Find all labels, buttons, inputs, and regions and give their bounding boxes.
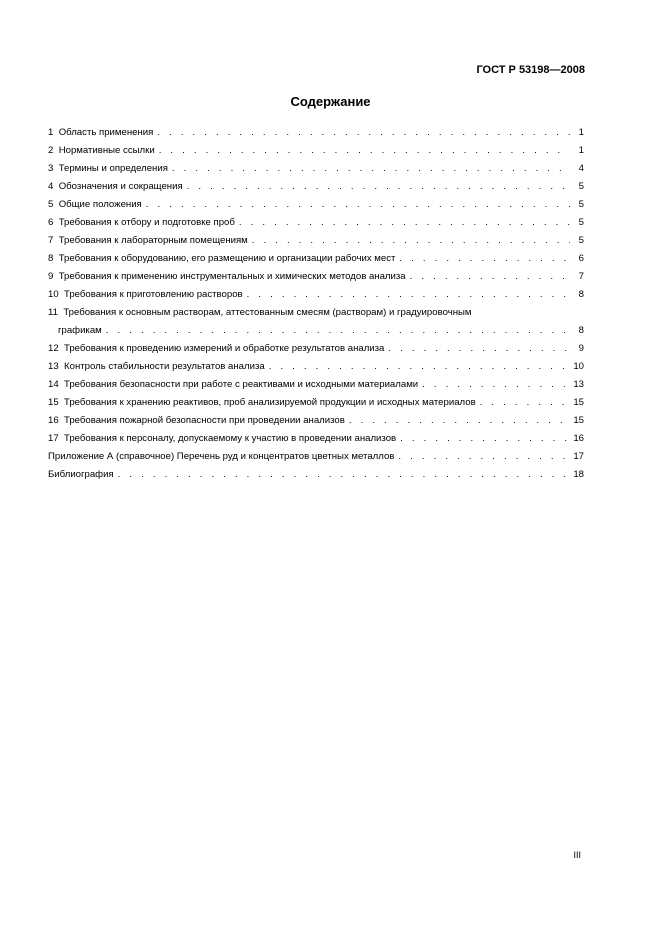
- toc-entry-15[interactable]: [48, 391, 584, 409]
- toc-entry-number: 10: [48, 289, 59, 300]
- page-number: III: [573, 850, 581, 860]
- toc-entry-title: Требования безопасности при работе с реактивами и исходными материалами: [64, 379, 419, 390]
- toc-entry-number: 16: [48, 415, 59, 426]
- leader-dots: [239, 217, 570, 229]
- toc-entry-2[interactable]: [48, 139, 584, 157]
- toc-entry-title: Требования к лабораторным помещениям: [58, 235, 248, 246]
- leader-dots: [252, 235, 570, 247]
- toc-entry-number: 12: [48, 343, 59, 354]
- toc-entry-number: 7: [48, 235, 54, 246]
- toc-entry-4[interactable]: [48, 175, 584, 193]
- toc-entry-3[interactable]: [48, 157, 584, 175]
- toc-entry-11[interactable]: [48, 301, 584, 319]
- leader-dots: [247, 289, 570, 301]
- toc-entry-page: 1: [578, 127, 584, 138]
- toc-entry-10[interactable]: [48, 283, 584, 301]
- leader-dots: [349, 415, 569, 427]
- toc-entry-page: 8: [578, 325, 584, 336]
- leader-dots: [118, 469, 570, 481]
- leader-dots: [106, 325, 570, 337]
- leader-dots: [269, 361, 570, 373]
- toc-entry-page: 15: [573, 397, 584, 408]
- toc-entry-title: Требования к оборудованию, его размещению и организации рабочих мест: [58, 253, 396, 264]
- toc-entry-title: Требования к персоналу, допускаемому к участию в проведении анализов: [64, 433, 397, 444]
- toc-entry-page: 5: [578, 199, 584, 210]
- toc-entry-page: 7: [578, 271, 584, 282]
- toc-entry-12[interactable]: [48, 337, 584, 355]
- toc-entry-number: 14: [48, 379, 59, 390]
- toc-entry-page: 9: [578, 343, 584, 354]
- toc-entry-number: 4: [48, 181, 54, 192]
- toc-entry-page: 13: [573, 379, 584, 390]
- toc-entry-title: Требования к отбору и подготовке проб: [58, 217, 235, 228]
- toc-entry-17[interactable]: [48, 427, 584, 445]
- toc-entry-1[interactable]: [48, 121, 584, 139]
- toc-entry-page: 16: [573, 433, 584, 444]
- toc-entry-title: Обозначения и сокращения: [58, 181, 183, 192]
- toc-entry-page: 1: [578, 145, 584, 156]
- toc-entry-8[interactable]: [48, 247, 584, 265]
- toc-entry-title: Нормативные ссылки: [58, 145, 155, 156]
- toc-entry-5[interactable]: [48, 193, 584, 211]
- toc-entry-title: Требования пожарной безопасности при проведении анализов: [64, 415, 345, 426]
- toc-entry-page: 10: [573, 361, 584, 372]
- toc-entry-title: Общие положения: [58, 199, 142, 210]
- toc-title: Содержание: [290, 94, 371, 109]
- toc-entry-title: Требования к хранению реактивов, проб анализируемой продукции и исходных материалов: [64, 397, 476, 408]
- toc-entry-page: 5: [578, 235, 584, 246]
- toc-entry-number: 17: [48, 433, 59, 444]
- leader-dots: [399, 253, 570, 265]
- leader-dots: [422, 379, 569, 391]
- toc-entry-number: 3: [48, 163, 54, 174]
- toc-entry-page: 5: [578, 181, 584, 192]
- toc-entry-appendix-a[interactable]: [48, 445, 584, 463]
- toc-entry-title: Библиография: [48, 469, 114, 480]
- toc-entry-number: 11: [48, 307, 58, 318]
- toc-entry-title: Приложение А (справочное) Перечень руд и концентратов цветных металлов: [48, 451, 395, 462]
- toc-entry-number: 13: [48, 361, 59, 372]
- leader-dots: [172, 163, 570, 175]
- toc-entry-7[interactable]: [48, 229, 584, 247]
- leader-dots: [159, 145, 570, 157]
- toc-entry-title: Область применения: [58, 127, 154, 138]
- leader-dots: [146, 199, 570, 211]
- toc-entry-page: 6: [578, 253, 584, 264]
- document-code: ГОСТ Р 53198—2008: [476, 64, 585, 76]
- leader-dots: [400, 433, 569, 445]
- toc-entry-13[interactable]: [48, 355, 584, 373]
- table-of-contents: [48, 121, 584, 481]
- leader-dots: [398, 451, 569, 463]
- toc-entry-number: 5: [48, 199, 54, 210]
- leader-dots: [388, 343, 570, 355]
- toc-entry-6[interactable]: [48, 211, 584, 229]
- leader-dots: [157, 127, 570, 139]
- toc-entry-title: Термины и определения: [58, 163, 168, 174]
- toc-entry-page: 15: [573, 415, 584, 426]
- toc-entry-bibliography[interactable]: [48, 463, 584, 481]
- toc-entry-11-continuation[interactable]: [48, 319, 584, 337]
- toc-entry-14[interactable]: [48, 373, 584, 391]
- toc-entry-number: 8: [48, 253, 54, 264]
- toc-entry-page: 18: [573, 469, 584, 480]
- toc-entry-title: Требования к проведению измерений и обработке результатов анализа: [64, 343, 385, 354]
- toc-entry-number: 1: [48, 127, 54, 138]
- toc-entry-page: 4: [578, 163, 584, 174]
- leader-dots: [410, 271, 570, 283]
- toc-entry-title: Контроль стабильности результатов анализа: [64, 361, 265, 372]
- toc-entry-number: 2: [48, 145, 54, 156]
- toc-entry-page: 5: [578, 217, 584, 228]
- toc-entry-9[interactable]: [48, 265, 584, 283]
- toc-entry-page: 17: [573, 451, 584, 462]
- toc-entry-16[interactable]: [48, 409, 584, 427]
- leader-dots: [480, 397, 570, 409]
- toc-entry-title: Требования к приготовлению растворов: [64, 289, 243, 300]
- toc-entry-page: 8: [578, 289, 584, 300]
- toc-entry-title: Требования к основным растворам, аттестованным смесям (растворам) и градуировочным: [63, 307, 472, 318]
- toc-entry-number: 15: [48, 397, 59, 408]
- toc-entry-title: Требования к применению инструментальных и химических методов анализа: [58, 271, 406, 282]
- leader-dots: [187, 181, 570, 193]
- toc-entry-title-continuation: графикам: [58, 325, 102, 336]
- toc-entry-number: 6: [48, 217, 54, 228]
- toc-entry-number: 9: [48, 271, 54, 282]
